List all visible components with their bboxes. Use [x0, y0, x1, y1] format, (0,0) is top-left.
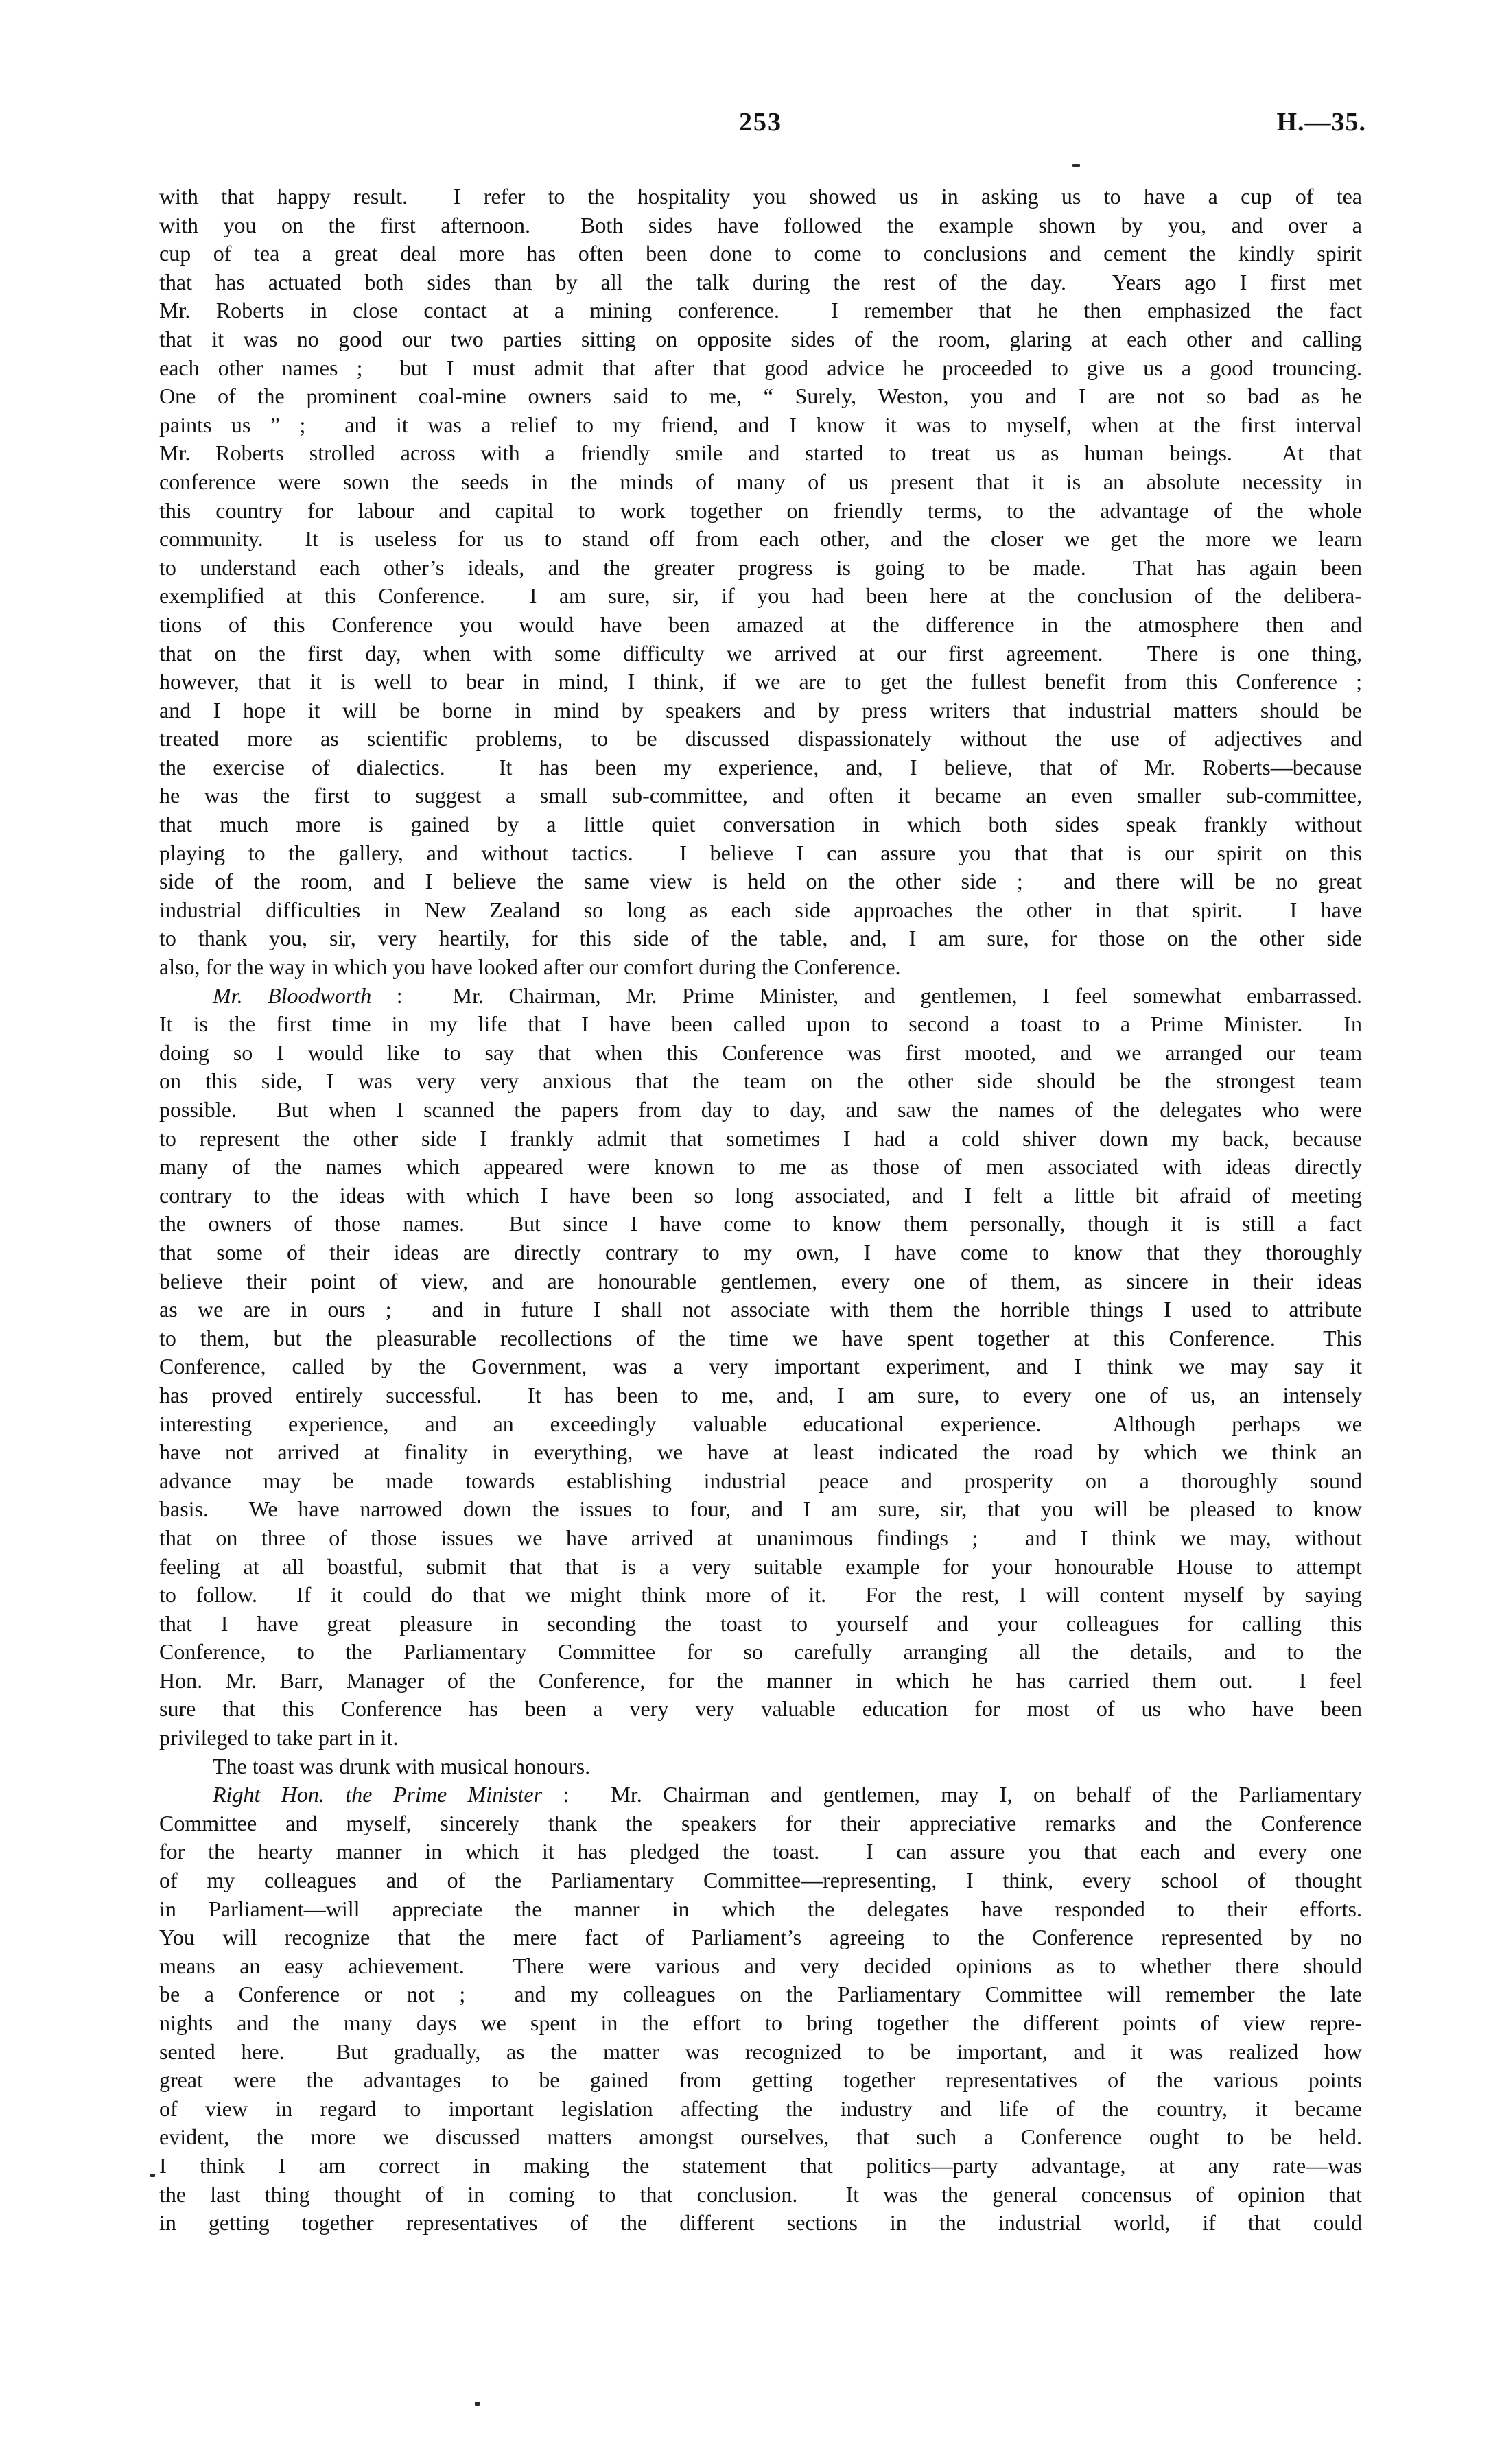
text-line: conference were sown the seeds in the minds of many of us present that it is an absolute necessity in — [159, 469, 1362, 494]
text-line: and I hope it will be borne in mind by speakers and by press writers that industrial matters should be — [159, 697, 1362, 723]
text-line: that some of their ideas are directly contrary to my own, I have come to know that they thoroughly — [159, 1239, 1362, 1265]
text-line: evident, the more we discussed matters amongst ourselves, that such a Conference ought to be held. — [159, 2124, 1362, 2150]
page-header — [159, 107, 1366, 143]
text-line: means an easy achievement. There were various and very decided opinions as to whether there should — [159, 1953, 1362, 1978]
text-line: treated more as scientific problems, to be discussed dispassionately without the use of adjectives and — [159, 726, 1362, 751]
text-line: many of the names which appeared were known to me as those of men associated with ideas directly — [159, 1154, 1362, 1180]
text-line: exemplified at this Conference. I am sure, sir, if you had been here at the conclusion of the delibera- — [159, 583, 1362, 609]
text-line: that much more is gained by a little quiet conversation in which both sides speak frankly without — [159, 812, 1362, 837]
text-line: paints us ” ; and it was a relief to my friend, and I know it was to myself, when at the first interval — [159, 412, 1362, 437]
text-line: doing so I would like to say that when this Conference was first mooted, and we arranged our team — [159, 1040, 1362, 1065]
text-line: that I have great pleasure in seconding the toast to yourself and your colleagues for calling this — [159, 1610, 1362, 1636]
text-line: It is the first time in my life that I have been called upon to second a toast to a Prime Minister. In — [159, 1011, 1362, 1037]
text-line: advance may be made towards establishing industrial peace and prosperity on a thoroughly sound — [159, 1468, 1362, 1493]
text-line: that it was no good our two parties sitting on opposite sides of the room, glaring at each other and calling — [159, 326, 1362, 351]
text-line: each other names ; but I must admit that after that good advice he proceeded to give us a good trouncing. — [159, 355, 1362, 380]
text-line: to represent the other side I frankly admit that sometimes I had a cold shiver down my back, because — [159, 1125, 1362, 1151]
text-line: be a Conference or not ; and my colleagues on the Parliamentary Committee will remember the late — [159, 1982, 1362, 2007]
text-line: community. It is useless for us to stand off from each other, and the closer we get the more we learn — [159, 526, 1362, 552]
scan-artifact-dot — [150, 2174, 155, 2177]
text-line: side of the room, and I believe the same view is held on the other side ; and there will be no great — [159, 869, 1362, 894]
text-line: playing to the gallery, and without tactics. I believe I can assure you that that is our spirit on this — [159, 840, 1362, 865]
text-line: with that happy result. I refer to the hospitality you showed us in asking us to have a cup of tea — [159, 184, 1362, 209]
text-line: with you on the first afternoon. Both sides have followed the example shown by you, and over a — [159, 212, 1362, 237]
text-line: Conference, to the Parliamentary Committee for so carefully arranging all the details, and to the — [159, 1639, 1362, 1665]
text-line: the last thing thought of in coming to that conclusion. It was the general concensus of opinion that — [159, 2181, 1362, 2207]
text-line: however, that it is well to bear in mind, I think, if we are to get the fullest benefit from this Conference ; — [159, 669, 1362, 694]
text-line: the exercise of dialectics. It has been my experience, and, I believe, that of Mr. Roberts—because — [159, 754, 1362, 779]
text-line: Hon. Mr. Barr, Manager of the Conference, for the manner in which he has carried them out. I feel — [159, 1667, 1362, 1693]
text-lines — [159, 183, 1362, 2238]
text-line: feeling at all boastful, submit that that is a very suitable example for your honourable House to attempt — [159, 1553, 1362, 1579]
text-line: basis. We have narrowed down the issues to four, and I am sure, sir, that you will be pleased to know — [159, 1497, 1362, 1522]
text-line: You will recognize that the mere fact of Parliament’s agreeing to the Conference represented by no — [159, 1925, 1362, 1950]
text-line: to thank you, sir, very heartily, for this side of the table, and, I am sure, for those on the other side — [159, 926, 1362, 951]
text-line: The toast was drunk with musical honours. — [213, 1753, 591, 1779]
text-line: Mr. Roberts strolled across with a friendly smile and started to treat us as human beings. At that — [159, 441, 1362, 466]
text-line: for the hearty manner in which it has pledged the toast. I can assure you that each and every one — [159, 1839, 1362, 1864]
text-line: interesting experience, and an exceedingly valuable educational experience. Although perhaps we — [159, 1411, 1362, 1436]
text-line: to them, but the pleasurable recollections of the time we have spent together at this Conference. This — [159, 1325, 1362, 1350]
scan-artifact-dot — [475, 2402, 480, 2406]
speaker-name: Mr. Bloodworth — [213, 983, 372, 1008]
text-line: nights and the many days we spent in the effort to bring together the different points of view repre- — [159, 2010, 1362, 2035]
text-line: in getting together representatives of the different sections in the industrial world, if that could — [159, 2210, 1362, 2236]
text-line: industrial difficulties in New Zealand so long as each side approaches the other in that spirit. I have — [159, 897, 1362, 922]
text-line: Mr. Bloodworth : Mr. Chairman, Mr. Prime Minister, and gentlemen, I feel somewhat embarrassed. — [213, 983, 1363, 1008]
text-line: that on the first day, when with some difficulty we arrived at our first agreement. There is one thing, — [159, 640, 1362, 666]
document-reference: H.—35. — [1276, 108, 1366, 137]
text-line: have not arrived at finality in everything, we have at least indicated the road by which we think an — [159, 1440, 1362, 1465]
text-line: tions of this Conference you would have been amazed at the difference in the atmosphere then and — [159, 611, 1362, 637]
text-line: of my colleagues and of the Parliamentary Committee—representing, I think, every school of thought — [159, 1868, 1362, 1893]
text-line: I think I am correct in making the statement that politics—party advantage, at any rate—was — [159, 2152, 1362, 2178]
text-line: privileged to take part in it. — [159, 1725, 399, 1750]
text-line: cup of tea a great deal more has often been done to come to conclusions and cement the kindly spirit — [159, 241, 1362, 266]
text-line: Right Hon. the Prime Minister : Mr. Chairman and gentlemen, may I, on behalf of the Parliamentary — [213, 1782, 1363, 1807]
text-line: he was the first to suggest a small sub-committee, and often it became an even smaller sub-committee, — [159, 783, 1362, 808]
page-number: 253 — [739, 108, 782, 137]
speaker-name: Right Hon. the Prime Minister — [213, 1782, 543, 1807]
text-line: great were the advantages to be gained from getting together representatives of the various points — [159, 2067, 1362, 2093]
text-line: of view in regard to important legislation affecting the industry and life of the country, it became — [159, 2096, 1362, 2121]
text-line: also, for the way in which you have looked after our comfort during the Conference. — [159, 954, 901, 980]
text-line: this country for labour and capital to work together on friendly terms, to the advantage of the whole — [159, 497, 1362, 523]
text-line: that has actuated both sides than by all the talk during the rest of the day. Years ago I first met — [159, 269, 1362, 294]
text-line: believe their point of view, and are honourable gentlemen, every one of them, as sincere in their ideas — [159, 1268, 1362, 1293]
text-line: to understand each other’s ideals, and the greater progress is going to be made. That has again been — [159, 554, 1362, 580]
text-line: Conference, called by the Government, was a very important experiment, and I think we may say it — [159, 1354, 1362, 1379]
text-line: has proved entirely successful. It has been to me, and, I am sure, to every one of us, an intensely — [159, 1382, 1362, 1407]
text-line: possible. But when I scanned the papers from day to day, and saw the names of the delegates who were — [159, 1097, 1362, 1122]
text-line: as we are in ours ; and in future I shall not associate with them the horrible things I used to attribute — [159, 1297, 1362, 1322]
text-line: that on three of those issues we have arrived at unanimous findings ; and I think we may, without — [159, 1525, 1362, 1550]
text-line: the owners of those names. But since I have come to know them personally, though it is still a fact — [159, 1211, 1362, 1236]
text-line: to follow. If it could do that we might think more of it. For the rest, I will content myself by saying — [159, 1582, 1362, 1608]
text-line: in Parliament—will appreciate the manner in which the delegates have responded to their efforts. — [159, 1896, 1362, 1921]
text-line: sented here. But gradually, as the matter was recognized to be important, and it was realized how — [159, 2039, 1362, 2064]
text-line: contrary to the ideas with which I have been so long associated, and I felt a little bit afraid of meeting — [159, 1182, 1362, 1208]
scan-artifact-dash — [1072, 164, 1080, 167]
text-line: Committee and myself, sincerely thank the speakers for their appreciative remarks and the Conference — [159, 1810, 1362, 1835]
text-line: One of the prominent coal-mine owners said to me, “ Surely, Weston, you and I are not so bad as he — [159, 384, 1362, 409]
text-line: Mr. Roberts in close contact at a mining conference. I remember that he then emphasized the fact — [159, 298, 1362, 323]
text-line: sure that this Conference has been a very very valuable education for most of us who have been — [159, 1696, 1362, 1722]
text-line: on this side, I was very very anxious that the team on the other side should be the strongest team — [159, 1068, 1362, 1094]
